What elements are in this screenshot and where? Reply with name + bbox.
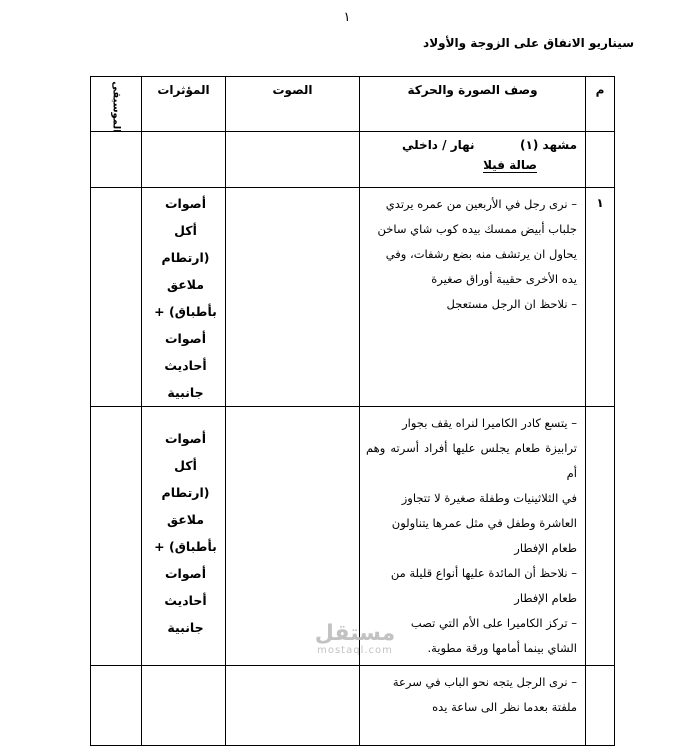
music-cell	[91, 188, 142, 407]
visual-description	[360, 188, 586, 407]
description-line: يحاول ان يرتشف منه بضع رشفات، وفي	[385, 247, 577, 261]
row-number: ١	[586, 188, 615, 407]
watermark-arabic: مستقل	[314, 621, 396, 646]
description-line: الشاي بينما أمامها ورقة مطوية.	[427, 641, 577, 655]
effects-cell: أصوات أكل (ارتطام ملاعق بأطباق) + أصوات أحاديث جانبية	[142, 188, 226, 407]
description-line: طعام الإفطار	[514, 591, 577, 605]
effects-cell	[142, 666, 226, 746]
description-line: العاشرة وطفل في مثل عمرها يتناولون	[391, 516, 577, 530]
audio-cell	[226, 666, 360, 746]
header-music-cell	[91, 77, 142, 132]
header-effects: المؤثرات	[142, 77, 226, 132]
description-line: في الثلاثينيات وطفلة صغيرة لا تتجاوز	[401, 491, 577, 505]
table-row	[91, 188, 615, 407]
scene-row	[91, 132, 615, 188]
scene-location: صالة فيلا	[483, 158, 537, 172]
description-line: جلباب أبيض ممسك بيده كوب شاي ساخن	[377, 222, 577, 236]
row-number	[586, 666, 615, 746]
header-num: م	[586, 77, 615, 132]
header-visual: وصف الصورة والحركة	[360, 77, 586, 132]
watermark-latin: mostaql.com	[317, 645, 393, 656]
description-line: – نرى الرجل يتجه نحو الباب في سرعة	[392, 675, 577, 689]
description-line: ترابيزة طعام يجلس عليها أفراد أسرته وهم أم	[366, 441, 577, 480]
effects-cell: أصوات أكل (ارتطام ملاعق بأطباق) + أصوات أحاديث جانبية	[142, 407, 226, 666]
description-line: – نرى رجل في الأربعين من عمره يرتدي	[385, 197, 577, 211]
music-cell	[91, 666, 142, 746]
header-audio: الصوت	[226, 77, 360, 132]
description-line: يده الأخرى حقيبة أوراق صغيرة	[431, 272, 577, 286]
page-number: ١	[343, 10, 351, 25]
description-line: طعام الإفطار	[514, 541, 577, 555]
scene-time-place: نهار / داخلي	[402, 138, 475, 152]
document-title: سيناريو الانفاق على الزوجة والأولاد	[423, 36, 634, 50]
description-line: – يتسع كادر الكاميرا لنراه يقف بجوار	[402, 416, 577, 430]
header-music: الموسيقى	[110, 81, 122, 133]
header-row	[91, 77, 615, 132]
audio-cell	[226, 188, 360, 407]
scene-label: مشهد (١)	[520, 138, 577, 152]
table-row	[91, 666, 615, 746]
visual-description	[360, 666, 586, 746]
music-cell	[91, 407, 142, 666]
description-line: – نلاحظ ان الرجل مستعجل	[446, 297, 577, 311]
row-number	[586, 407, 615, 666]
watermark-logo	[310, 622, 400, 656]
description-line: – نلاحظ أن المائدة عليها أنواع قليلة من	[390, 566, 577, 580]
scene-heading	[360, 132, 586, 188]
description-line: – تركز الكاميرا على الأم التي تصب	[410, 616, 577, 630]
description-line: ملفتة بعدما نظر الى ساعة يده	[432, 700, 577, 714]
